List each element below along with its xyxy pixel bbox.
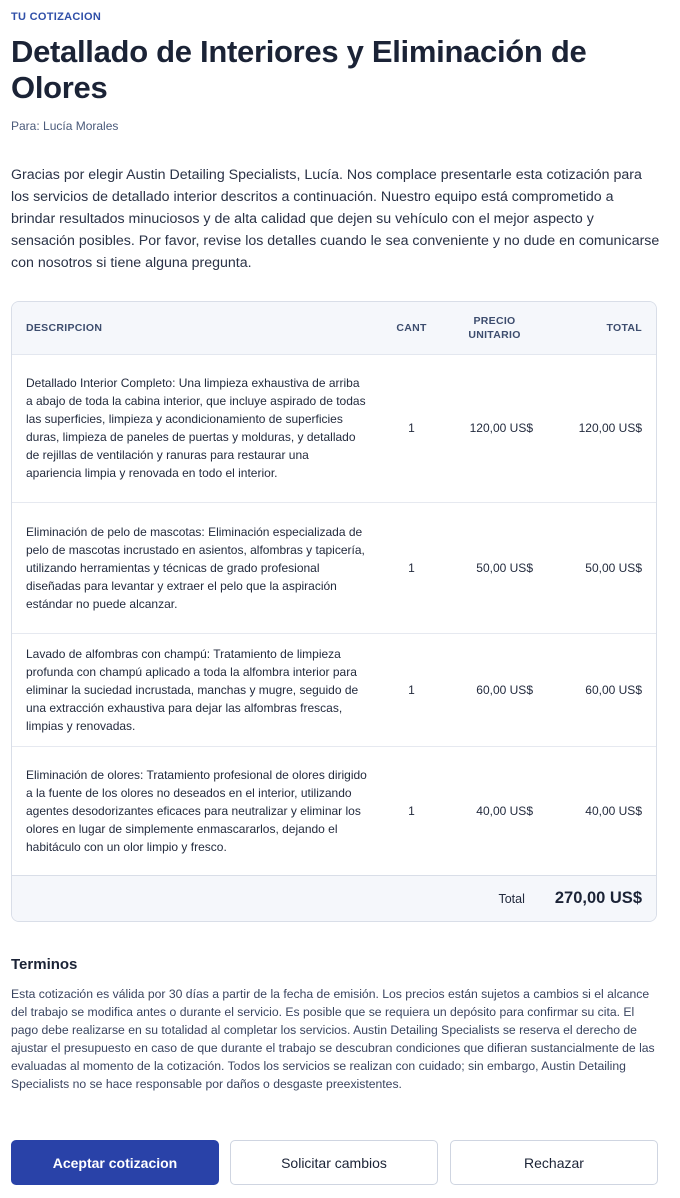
recipient-label: Para: Lucía Morales xyxy=(11,119,119,133)
row-description: Lavado de alfombras con champú: Tratamiento de limpieza profunda con champú aplicado a toda la alfombra interior para eliminar la suciedad incrustada, manchas y mugre, seguido de una extracción exhaustiva para dejar las alfombras frescas, limpias y renovadas. xyxy=(12,633,381,746)
row-quantity: 1 xyxy=(381,633,442,746)
row-total: 120,00 US$ xyxy=(547,354,656,502)
grand-total-value: 270,00 US$ xyxy=(554,889,642,907)
table-row xyxy=(12,354,656,502)
row-quantity: 1 xyxy=(381,354,442,502)
row-unit-price: 50,00 US$ xyxy=(442,502,547,633)
grand-total-label: Total xyxy=(498,891,525,906)
table-header-row xyxy=(12,302,656,354)
accept-quote-button[interactable]: Aceptar cotizacion xyxy=(11,1140,219,1185)
row-total: 60,00 US$ xyxy=(547,633,656,746)
column-header-quantity: CANT xyxy=(381,302,442,354)
line-items-table xyxy=(12,302,656,877)
row-unit-price: 120,00 US$ xyxy=(442,354,547,502)
table-row xyxy=(12,746,656,876)
row-quantity: 1 xyxy=(381,502,442,633)
table-row xyxy=(12,633,656,746)
row-total: 40,00 US$ xyxy=(547,746,656,876)
row-total: 50,00 US$ xyxy=(547,502,656,633)
eyebrow-label: TU COTIZACION xyxy=(11,11,102,23)
terms-heading: Terminos xyxy=(11,956,78,973)
row-unit-price: 40,00 US$ xyxy=(442,746,547,876)
row-quantity: 1 xyxy=(381,746,442,876)
intro-paragraph: Gracias por elegir Austin Detailing Specialists, Lucía. Nos complace presentarle esta cotización para los servicios de detallado interior descritos a continuación. Nuestro equipo está comprometido a brindar resultados minuciosos y de alta calidad que dejen su vehículo con el mejor aspecto y sensación posibles. Por favor, revise los detalles cuando le sea conveniente y no dude en comunicarse con nosotros si tiene alguna pregunta. xyxy=(11,167,660,271)
table-row xyxy=(12,502,656,633)
row-description: Eliminación de pelo de mascotas: Eliminación especializada de pelo de mascotas incrustado en asientos, alfombras y tapicería, utilizando herramientas y técnicas de grado profesional diseñadas para levantar y extraer el pelo que la aspiración estándar no puede alcanzar. xyxy=(12,502,381,633)
grand-total-row xyxy=(12,875,656,921)
row-description: Eliminación de olores: Tratamiento profesional de olores dirigido a la fuente de los olores no deseados en el interior, utilizando agentes desodorizantes eficaces para neutralizar y eliminar los olores en lugar de simplemente enmascararlos, dejando el habitáculo con un olor limpio y fresco. xyxy=(12,746,381,876)
terms-text: Esta cotización es válida por 30 días a partir de la fecha de emisión. Los precios están sujetos a cambios si el alcance del trabajo se modifica antes o durante el servicio. Es posible que se requiera un depósito para confirmar su cita. El pago debe realizarse en su totalidad al completar los servicios. Austin Detailing Specialists se reserva el derecho de ajustar el presupuesto en caso de que durante el trabajo se descubran condiciones que difieran sustancialmente de las evaluadas al momento de la cotización. Todos los servicios se realizan con cuidado; sin embargo, Austin Detailing Specialists no se hace responsable por daños o desgaste preexistentes. xyxy=(11,987,655,1091)
request-changes-button[interactable]: Solicitar cambios xyxy=(230,1140,438,1185)
column-header-total: TOTAL xyxy=(547,302,656,354)
row-unit-price: 60,00 US$ xyxy=(442,633,547,746)
row-description: Detallado Interior Completo: Una limpieza exhaustiva de arriba a abajo de toda la cabina interior, que incluye aspirado de todas las superficies, limpieza y acondicionamiento de superficies duras, limpieza de paneles de puertas y molduras, y detallado de rejillas de ventilación y ranuras para restaurar una apariencia limpia y renovada en todo el interior. xyxy=(12,354,381,502)
column-header-description: DESCRIPCION xyxy=(12,302,381,354)
reject-button[interactable]: Rechazar xyxy=(450,1140,658,1185)
quote-table xyxy=(11,301,657,922)
column-header-unit-price: PRECIO UNITARIO xyxy=(442,302,547,354)
page-title: Detallado de Interiores y Eliminación de Olores xyxy=(11,34,587,105)
